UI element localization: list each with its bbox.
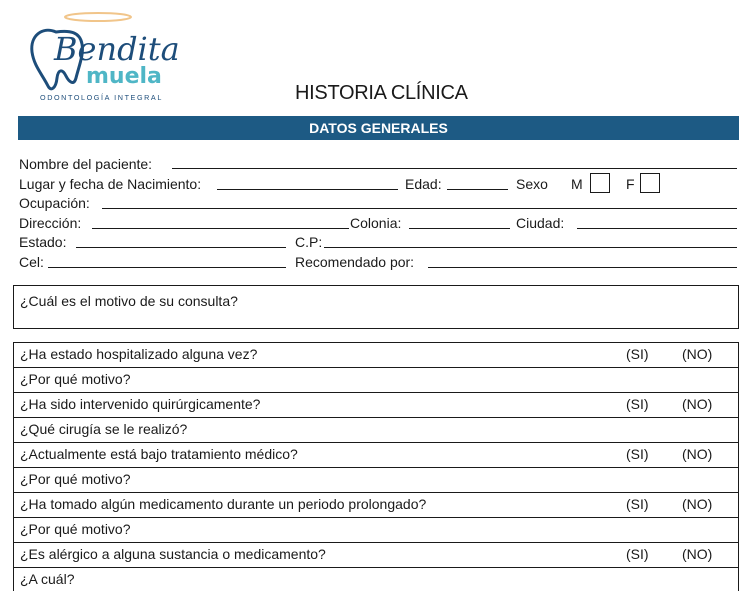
field-recomendado[interactable] <box>428 267 737 268</box>
question-row[interactable] <box>14 468 738 493</box>
label-lugar-fecha: Lugar y fecha de Nacimiento: <box>19 176 202 192</box>
label-ciudad: Ciudad: <box>516 215 565 231</box>
field-colonia[interactable] <box>409 228 510 229</box>
field-ciudad[interactable] <box>577 228 737 229</box>
motivo-consulta-box[interactable] <box>13 285 739 329</box>
answer-si-option[interactable]: (SI) <box>626 346 649 362</box>
question-row <box>14 343 738 368</box>
question-row[interactable] <box>14 518 738 543</box>
field-nombre[interactable] <box>172 168 737 169</box>
halo-icon <box>65 13 131 21</box>
field-estado[interactable] <box>76 247 286 248</box>
question-text: ¿Por qué motivo? <box>20 371 131 387</box>
question-text: ¿Actualmente está bajo tratamiento médico? <box>20 446 298 462</box>
label-sexo-m: M <box>571 176 583 192</box>
answer-no-option[interactable]: (NO) <box>682 496 713 512</box>
label-sexo-f: F <box>626 176 635 192</box>
answer-si-option[interactable]: (SI) <box>626 496 649 512</box>
field-direccion[interactable] <box>92 228 349 229</box>
brand-tagline: ODONTOLOGÍA INTEGRAL <box>40 93 163 102</box>
label-cel: Cel: <box>19 254 44 270</box>
label-sexo: Sexo <box>516 176 548 192</box>
question-row <box>14 543 738 568</box>
question-text: ¿Qué cirugía se le realizó? <box>20 421 188 437</box>
question-text: ¿Es alérgico a alguna sustancia o medicamento? <box>20 546 326 562</box>
answer-no-option[interactable]: (NO) <box>682 446 713 462</box>
page-title: HISTORIA CLÍNICA <box>295 82 468 104</box>
question-text: ¿A cuál? <box>20 571 75 587</box>
question-row <box>14 443 738 468</box>
question-row[interactable] <box>14 368 738 393</box>
answer-no-option[interactable]: (NO) <box>682 346 713 362</box>
checkbox-sexo-m[interactable] <box>590 173 610 193</box>
question-text: ¿Ha estado hospitalizado alguna vez? <box>20 346 258 362</box>
question-row <box>14 393 738 418</box>
question-row[interactable] <box>14 418 738 443</box>
field-lugar-fecha[interactable] <box>217 189 398 190</box>
medical-questions-table <box>13 342 739 591</box>
field-cel[interactable] <box>48 267 286 268</box>
section-header: DATOS GENERALES <box>18 116 739 140</box>
brand-bottom-text: muela <box>86 64 162 89</box>
answer-no-option[interactable]: (NO) <box>682 396 713 412</box>
label-cp: C.P: <box>295 234 323 250</box>
field-cp[interactable] <box>324 247 737 248</box>
motivo-consulta-label: ¿Cuál es el motivo de su consulta? <box>20 293 238 309</box>
label-nombre: Nombre del paciente: <box>19 156 153 172</box>
label-estado: Estado: <box>19 234 67 250</box>
question-text: ¿Por qué motivo? <box>20 521 131 537</box>
bendita-muela-logo <box>26 8 186 108</box>
question-row[interactable] <box>14 568 738 593</box>
answer-si-option[interactable]: (SI) <box>626 546 649 562</box>
label-direccion: Dirección: <box>19 215 82 231</box>
field-ocupacion[interactable] <box>102 208 737 209</box>
checkbox-sexo-f[interactable] <box>640 173 660 193</box>
label-colonia: Colonia: <box>350 215 402 231</box>
field-edad[interactable] <box>447 189 508 190</box>
label-edad: Edad: <box>405 176 442 192</box>
brand-top-text: Bendita <box>54 30 180 68</box>
label-recomendado: Recomendado por: <box>295 254 415 270</box>
question-text: ¿Ha sido intervenido quirúrgicamente? <box>20 396 261 412</box>
answer-si-option[interactable]: (SI) <box>626 446 649 462</box>
question-row <box>14 493 738 518</box>
answer-no-option[interactable]: (NO) <box>682 546 713 562</box>
question-text: ¿Ha tomado algún medicamento durante un periodo prolongado? <box>20 496 427 512</box>
label-ocupacion: Ocupación: <box>19 195 90 211</box>
answer-si-option[interactable]: (SI) <box>626 396 649 412</box>
question-text: ¿Por qué motivo? <box>20 471 131 487</box>
